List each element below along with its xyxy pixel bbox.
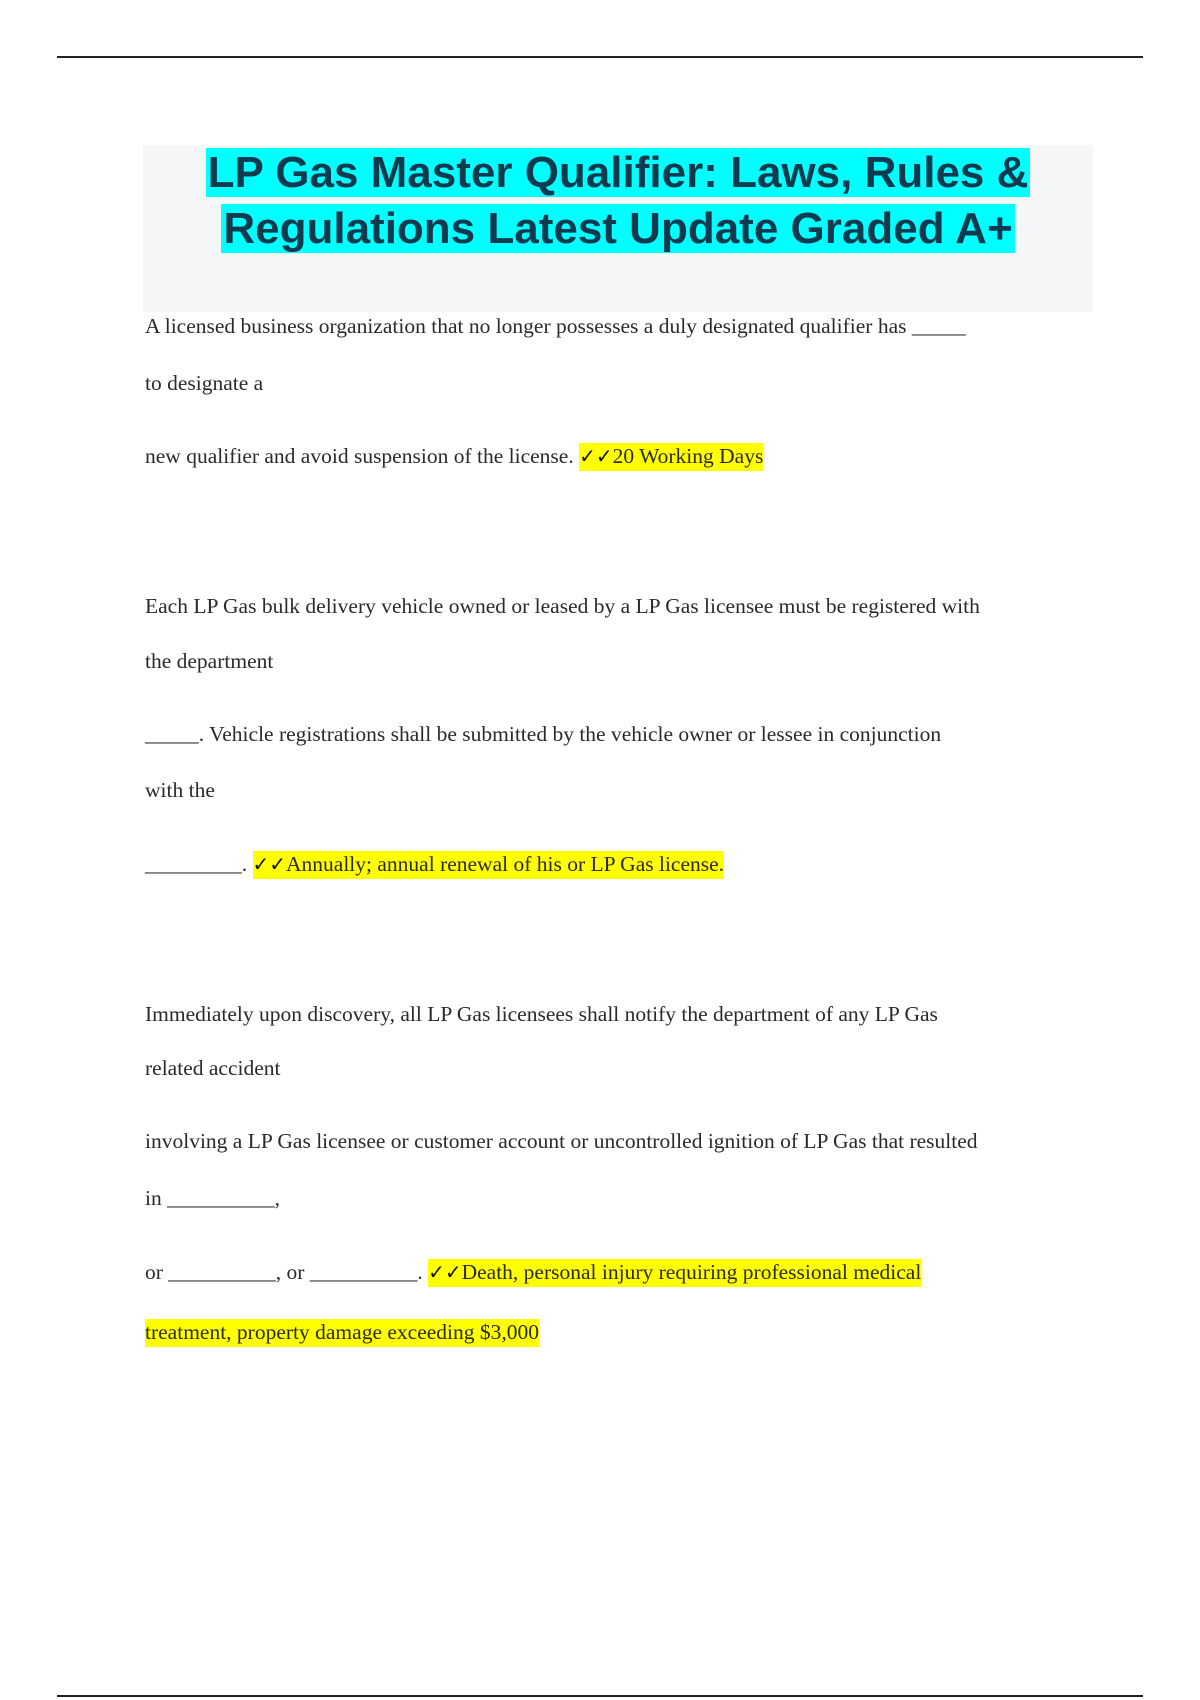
q3-line-3: involving a LP Gas licensee or customer account or uncontrolled ignition of LP Gas that resulted — [145, 1129, 978, 1153]
q1-answer — [579, 443, 763, 471]
q2-line-4: with the — [145, 778, 215, 802]
q3-answer-text-2: treatment, property damage exceeding $3,000 — [145, 1319, 539, 1347]
checkmark-icon: ✓✓ — [579, 444, 613, 468]
page-top-rule — [57, 56, 1143, 58]
q2-line-5 — [145, 849, 724, 879]
q3-line-4: in __________, — [145, 1186, 280, 1210]
q1-line-3-text: new qualifier and avoid suspension of the license. — [145, 444, 580, 468]
q3-line-5 — [145, 1257, 921, 1287]
title-block — [143, 145, 1093, 312]
checkmark-icon: ✓✓ — [428, 1260, 462, 1284]
q1-line-3 — [145, 441, 763, 471]
page-bottom-rule — [57, 1695, 1143, 1697]
q3-line-1: Immediately upon discovery, all LP Gas licensees shall notify the department of any LP Gas — [145, 1002, 938, 1026]
q3-line-5-text: or __________, or __________. — [145, 1260, 429, 1284]
title-line-2: Regulations Latest Update Graded A+ — [223, 204, 1013, 253]
checkmark-icon: ✓✓ — [252, 852, 287, 876]
title-line-1: LP Gas Master Qualifier: Laws, Rules & — [207, 148, 1029, 197]
page-title — [143, 145, 1093, 257]
q2-answer-text: Annually; annual renewal of his or LP Gas license. — [286, 852, 725, 876]
q2-line-3: _____. Vehicle registrations shall be submitted by the vehicle owner or lessee in conjunction — [145, 722, 942, 746]
q1-answer-text: 20 Working Days — [612, 444, 764, 468]
q1-line-1: A licensed business organization that no longer possesses a duly designated qualifier has _____ — [145, 314, 966, 338]
q2-line-2: the department — [145, 649, 274, 673]
q2-line-5-text: _________. — [145, 852, 253, 876]
q2-answer — [253, 851, 725, 879]
q2-line-1: Each LP Gas bulk delivery vehicle owned or leased by a LP Gas licensee must be registered with — [145, 594, 980, 618]
q3-answer-text-1: Death, personal injury requiring professional medical — [461, 1260, 922, 1284]
q3-answer — [428, 1259, 921, 1287]
q3-line-2: related accident — [145, 1056, 281, 1080]
q1-line-2: to designate a — [145, 371, 264, 395]
q3-line-6 — [145, 1317, 539, 1347]
